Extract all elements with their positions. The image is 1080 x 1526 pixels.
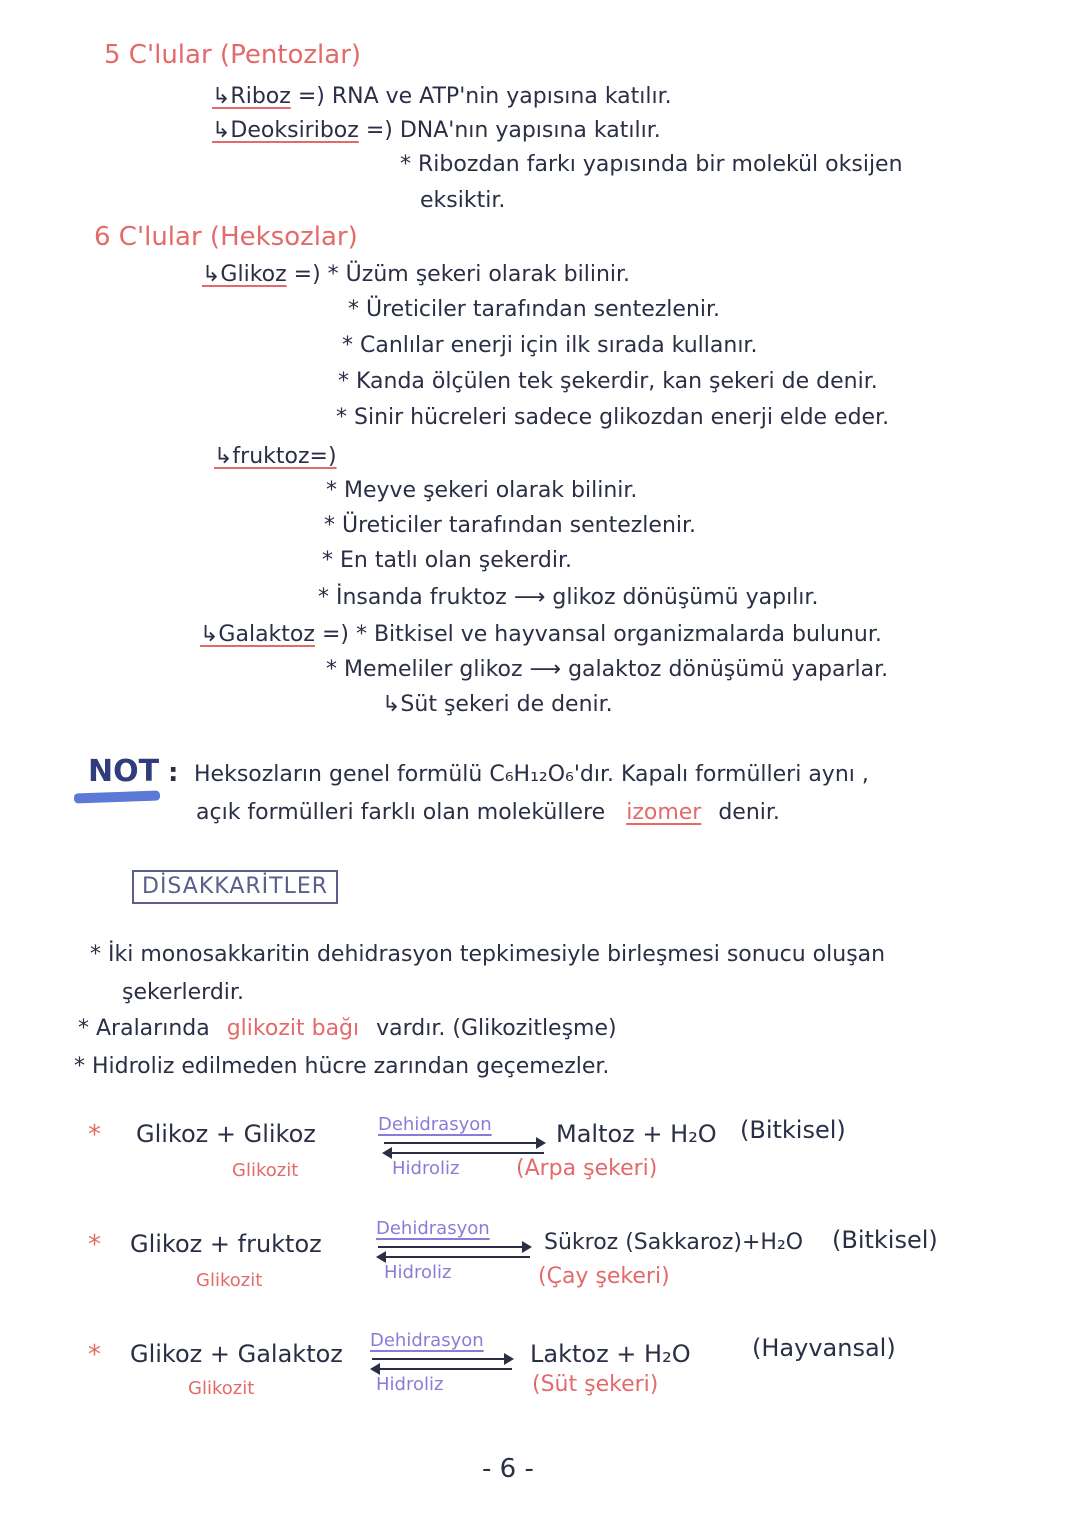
disakkarit-heading: DİSAKKARİTLER: [132, 870, 338, 904]
note-line-2: [196, 800, 780, 826]
reaction-bond: Glikozit: [196, 1270, 263, 1291]
reaction-star: *: [88, 1230, 101, 1260]
reaction-product: Sükroz (Sakkaroz)+H₂O: [544, 1230, 804, 1255]
galaktoz-item: ↳Süt şekeri de denir.: [382, 692, 613, 717]
disakkarit-text: * Aralarında: [78, 1016, 210, 1041]
galaktoz-label: ↳Galaktoz: [200, 622, 315, 647]
reaction-product: Maltoz + H₂O: [556, 1120, 717, 1148]
reaction-bond: Glikozit: [232, 1160, 299, 1181]
reaction-forward-label: Dehidrasyon: [370, 1330, 484, 1351]
fruktoz-item: * En tatlı olan şekerdir.: [322, 548, 573, 573]
reverse-arrow: [384, 1152, 544, 1154]
deoksiriboz-note-2: eksiktir.: [420, 188, 506, 213]
glikoz-item: * Sinir hücreleri sadece glikozdan enerji elde eder.: [336, 405, 890, 430]
riboz-line: [212, 84, 672, 110]
fruktoz-item: * Meyve şekeri olarak bilinir.: [326, 478, 638, 503]
reverse-arrow: [372, 1368, 512, 1370]
glikoz-line-0: [202, 262, 630, 288]
forward-arrow: [384, 1142, 544, 1144]
deoksiriboz-line: [212, 118, 661, 144]
reaction-forward-label: Dehidrasyon: [378, 1114, 492, 1135]
fruktoz-item: * İnsanda fruktoz ⟶ glikoz dönüşümü yapılır.: [318, 585, 819, 610]
riboz-label: ↳Riboz: [212, 84, 291, 109]
glikoz-label: ↳Glikoz: [202, 262, 287, 287]
disakkarit-line-3: [78, 1016, 617, 1042]
deoksiriboz-note-1: * Ribozdan farkı yapısında bir molekül oksijen: [400, 152, 903, 177]
reaction-product: Laktoz + H₂O: [530, 1340, 691, 1368]
note-text: açık formülleri farklı olan moleküllere: [196, 800, 606, 825]
reaction-reverse-label: Hidroliz: [384, 1262, 452, 1283]
reaction-bond: Glikozit: [188, 1378, 255, 1399]
heksoz-heading: 6 C'lular (Heksozlar): [94, 222, 358, 252]
galaktoz-item: * Memeliler glikoz ⟶ galaktoz dönüşümü yaparlar.: [326, 657, 889, 682]
reaction-star: *: [88, 1340, 101, 1370]
reaction-common-name: (Süt şekeri): [532, 1372, 659, 1397]
note-colon: :: [168, 758, 179, 788]
reaction-common-name: (Arpa şekeri): [516, 1156, 658, 1181]
reaction-reverse-label: Hidroliz: [376, 1374, 444, 1395]
page-number: - 6 -: [482, 1454, 534, 1484]
reverse-arrow: [378, 1256, 530, 1258]
disakkarit-line-2: şekerlerdir.: [122, 980, 244, 1005]
reaction-forward-label: Dehidrasyon: [376, 1218, 490, 1239]
disakkarit-line-4: * Hidroliz edilmeden hücre zarından geçemezler.: [74, 1054, 610, 1079]
izomer-term: izomer: [626, 800, 702, 825]
fruktoz-item: * Üreticiler tarafından sentezlenir.: [324, 513, 697, 538]
forward-arrow: [372, 1358, 512, 1360]
pentoz-heading: 5 C'lular (Pentozlar): [104, 40, 362, 70]
reaction-star: *: [88, 1120, 101, 1150]
glikozit-bagi-term: glikozit bağı: [226, 1016, 360, 1041]
reaction-origin: (Bitkisel): [832, 1226, 938, 1254]
galaktoz-item: =) * Bitkisel ve hayvansal organizmalarda bulunur.: [321, 622, 882, 647]
fruktoz-label: ↳fruktoz=): [214, 444, 337, 469]
note-text-end: denir.: [718, 800, 780, 825]
deoksiriboz-text: =) DNA'nın yapısına katılır.: [365, 118, 661, 143]
glikoz-item: =) * Üzüm şekeri olarak bilinir.: [293, 262, 631, 287]
glikoz-item: * Üreticiler tarafından sentezlenir.: [348, 297, 721, 322]
note-line-1: Heksozların genel formülü C₆H₁₂O₆'dır. Kapalı formülleri aynı ,: [194, 762, 869, 787]
reaction-reactants: Glikoz + Galaktoz: [130, 1340, 343, 1368]
riboz-text: =) RNA ve ATP'nin yapısına katılır.: [297, 84, 672, 109]
disakkarit-text: vardır. (Glikozitleşme): [376, 1016, 617, 1041]
reaction-origin: (Hayvansal): [752, 1334, 896, 1362]
note-label: NOT: [88, 754, 160, 789]
reaction-reactants: Glikoz + fruktoz: [130, 1230, 322, 1258]
reaction-common-name: (Çay şekeri): [538, 1264, 670, 1289]
forward-arrow: [378, 1246, 530, 1248]
galaktoz-line-0: [200, 622, 882, 648]
glikoz-item: * Kanda ölçülen tek şekerdir, kan şekeri de denir.: [338, 369, 878, 394]
reaction-origin: (Bitkisel): [740, 1116, 846, 1144]
reaction-reverse-label: Hidroliz: [392, 1158, 460, 1179]
disakkarit-line-1: * İki monosakkaritin dehidrasyon tepkimesiyle birleşmesi sonucu oluşan: [90, 942, 886, 967]
deoksiriboz-label: ↳Deoksiriboz: [212, 118, 359, 143]
glikoz-item: * Canlılar enerji için ilk sırada kullanır.: [342, 333, 758, 358]
note-highlight: [74, 791, 160, 804]
reaction-reactants: Glikoz + Glikoz: [136, 1120, 316, 1148]
